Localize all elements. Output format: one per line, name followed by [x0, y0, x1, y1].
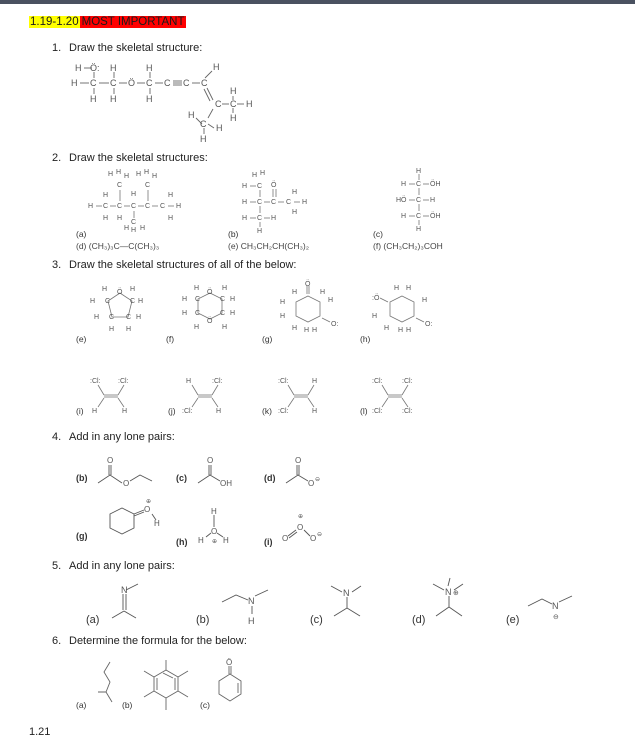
- svg-text:H: H: [110, 63, 117, 73]
- q3-label-j: (j): [168, 406, 176, 416]
- question-6-text: Determine the formula for the below:: [69, 635, 247, 647]
- importance-tag: MOST IMPORTANT: [81, 16, 185, 28]
- svg-text:H: H: [131, 191, 137, 198]
- svg-text::Ö: :Ö: [372, 295, 380, 302]
- q5b-amine-structure: [220, 582, 280, 627]
- svg-text:C: C: [183, 78, 190, 88]
- svg-text:H: H: [116, 169, 122, 176]
- q3h-ring-structure: [370, 278, 440, 336]
- window-top-bar: [0, 0, 635, 4]
- svg-text:H: H: [248, 616, 255, 626]
- q2b-structure: [242, 170, 322, 235]
- svg-text:O: O: [310, 534, 317, 543]
- svg-text:H: H: [216, 123, 223, 133]
- svg-text:H: H: [430, 197, 436, 204]
- q5a-imine-structure: [106, 580, 156, 625]
- svg-text:H: H: [401, 213, 407, 220]
- q4b-ester-structure: [96, 455, 166, 490]
- svg-text:C: C: [257, 199, 263, 206]
- svg-text:H: H: [406, 285, 412, 292]
- svg-text:H: H: [109, 326, 115, 333]
- q5c-amine-structure: [328, 584, 378, 624]
- q3f-ring-structure: [180, 285, 240, 335]
- svg-text:N: N: [343, 588, 350, 598]
- question-4-text: Add in any lone pairs:: [69, 431, 175, 443]
- svg-text:H: H: [304, 327, 310, 334]
- q3-label-g: (g): [262, 334, 273, 344]
- svg-text:H: H: [94, 314, 100, 321]
- q5-label-b: (b): [196, 614, 210, 626]
- svg-text:H: H: [260, 170, 266, 177]
- svg-text:ÖH: ÖH: [430, 213, 441, 220]
- svg-text:C: C: [164, 78, 171, 88]
- section-range: 1.19-1.20: [30, 16, 79, 28]
- svg-text:O:: O:: [331, 321, 339, 328]
- q3-label-i: (i): [76, 406, 84, 416]
- svg-text:H: H: [182, 310, 188, 317]
- svg-text:H: H: [194, 324, 200, 331]
- svg-text:O: O: [107, 456, 114, 465]
- svg-text:H: H: [124, 225, 130, 232]
- q6b-aromatic-structure: [136, 656, 196, 716]
- svg-text:H: H: [223, 536, 229, 545]
- svg-text:H: H: [154, 519, 160, 528]
- svg-text:H: H: [257, 228, 263, 235]
- svg-text:H: H: [71, 78, 78, 88]
- question-2: 2. Draw the skeletal structures:: [52, 152, 208, 164]
- svg-text:C: C: [416, 181, 422, 188]
- question-2-text: Draw the skeletal structures:: [69, 152, 208, 164]
- svg-text:N: N: [552, 601, 559, 611]
- svg-text:H: H: [126, 326, 132, 333]
- svg-text:H: H: [394, 285, 400, 292]
- svg-text:OH: OH: [220, 479, 232, 488]
- svg-text:H: H: [211, 507, 217, 516]
- svg-text:H: H: [131, 227, 137, 234]
- q4g-oxonium-structure: [96, 500, 166, 545]
- svg-text:H: H: [252, 172, 258, 179]
- q4-label-d: (d): [264, 473, 276, 483]
- svg-text:C: C: [145, 182, 151, 189]
- question-6: 6. Determine the formula for the below:: [52, 635, 247, 647]
- section-heading: [29, 15, 186, 29]
- svg-text:H: H: [416, 168, 422, 175]
- svg-text:H: H: [230, 310, 236, 317]
- svg-text:⊕: ⊕: [212, 539, 218, 545]
- q2a-structure: [88, 169, 188, 234]
- svg-text:⊕: ⊕: [146, 499, 152, 505]
- q4-label-b: (b): [76, 473, 88, 483]
- svg-text:H: H: [110, 94, 117, 104]
- svg-text:O: O: [308, 479, 315, 488]
- q3e-ring-structure: [88, 285, 148, 335]
- svg-text::Cl:: :Cl:: [372, 408, 383, 415]
- svg-text:C: C: [220, 310, 226, 317]
- svg-text:⊖: ⊖: [317, 532, 323, 538]
- svg-text:H: H: [246, 99, 253, 109]
- q3-label-k: (k): [262, 406, 272, 416]
- svg-text::Cl:: :Cl:: [278, 378, 289, 385]
- q4c-acid-structure: [196, 455, 246, 490]
- svg-text:O: O: [295, 456, 302, 465]
- svg-text:H: H: [401, 181, 407, 188]
- svg-text:C: C: [117, 203, 123, 210]
- svg-text:H: H: [292, 289, 298, 296]
- svg-text:C: C: [257, 183, 263, 190]
- q1-lewis-structure: [70, 62, 270, 142]
- svg-text:N: N: [445, 587, 452, 597]
- svg-text:C: C: [215, 99, 222, 109]
- q5-label-c: (c): [310, 614, 323, 626]
- q3-label-h: (h): [360, 334, 371, 344]
- svg-text:H: H: [328, 297, 334, 304]
- svg-text:H: H: [242, 183, 248, 190]
- svg-text:O: O: [211, 527, 218, 536]
- svg-text:H: H: [372, 313, 378, 320]
- svg-text::Cl:: :Cl:: [182, 408, 193, 415]
- svg-text:H: H: [200, 134, 207, 144]
- svg-text:H: H: [146, 94, 153, 104]
- svg-text:C: C: [200, 119, 207, 129]
- svg-text:C: C: [146, 78, 153, 88]
- svg-text:H: H: [122, 408, 128, 415]
- svg-text:H: H: [292, 325, 298, 332]
- q5-label-d: (d): [412, 614, 426, 626]
- svg-text:C: C: [220, 296, 226, 303]
- q5-label-e: (e): [506, 614, 520, 626]
- svg-text:H: H: [292, 209, 298, 216]
- question-4: 4. Add in any lone pairs:: [52, 431, 175, 443]
- svg-text::Cl:: :Cl:: [402, 378, 413, 385]
- svg-text:H: H: [216, 408, 222, 415]
- svg-text:O: O: [207, 456, 214, 465]
- svg-text:C: C: [230, 99, 237, 109]
- svg-text:H: H: [102, 286, 108, 293]
- svg-text:Ö: Ö: [305, 281, 311, 288]
- svg-text:H: H: [230, 86, 237, 96]
- svg-text:C: C: [416, 213, 422, 220]
- svg-text:C: C: [145, 203, 151, 210]
- svg-text:H: H: [136, 171, 142, 178]
- svg-text:C: C: [131, 219, 137, 226]
- svg-text:O: O: [144, 505, 151, 514]
- svg-text:H: H: [117, 215, 123, 222]
- q2-part-f: (f) (CH₃CH₂)₃COH: [373, 241, 443, 251]
- svg-text:H: H: [194, 285, 200, 292]
- svg-text:C: C: [109, 314, 115, 321]
- svg-text:H: H: [138, 298, 144, 305]
- q2-label-c: (c): [373, 229, 383, 239]
- svg-text:C: C: [195, 310, 201, 317]
- svg-text:H: H: [242, 215, 248, 222]
- svg-text:H: H: [320, 289, 326, 296]
- q3j-alkene-structure: [182, 375, 232, 415]
- svg-text:Ö: Ö: [117, 289, 123, 296]
- q6c-cyclohexenone-structure: [210, 656, 250, 712]
- q4i-ozone-structure: [280, 510, 330, 545]
- svg-text:C: C: [286, 199, 292, 206]
- svg-text:ÖH: ÖH: [430, 181, 441, 188]
- question-5: 5. Add in any lone pairs:: [52, 560, 175, 572]
- q3g-ring-structure: [278, 278, 348, 336]
- svg-text:C: C: [195, 296, 201, 303]
- svg-text:C: C: [103, 203, 109, 210]
- svg-text:H: H: [230, 113, 237, 123]
- svg-text:H: H: [136, 314, 142, 321]
- q2-part-e: (e) CH₃CH₂CH(CH₃)₂: [228, 241, 310, 251]
- svg-text:H: H: [230, 296, 236, 303]
- q3k-alkene-structure: [278, 375, 328, 415]
- svg-text:H: H: [302, 199, 308, 206]
- q5d-ammonium-structure: [430, 576, 480, 624]
- svg-text:H: H: [152, 173, 158, 180]
- svg-text:H: H: [292, 189, 298, 196]
- svg-text:H: H: [222, 324, 228, 331]
- svg-text:C: C: [160, 203, 166, 210]
- svg-text:H: H: [398, 327, 404, 334]
- svg-text:⊖: ⊖: [315, 477, 321, 483]
- svg-text:H: H: [312, 408, 318, 415]
- svg-text:HÖ: HÖ: [396, 197, 407, 204]
- svg-text:N: N: [121, 585, 128, 595]
- svg-text:H: H: [88, 203, 94, 210]
- svg-text:O: O: [297, 523, 304, 532]
- svg-text:H: H: [124, 173, 130, 180]
- q5-label-a: (a): [86, 614, 100, 626]
- q2c-structure: [395, 168, 455, 233]
- svg-text:H: H: [146, 63, 153, 73]
- svg-text:H: H: [103, 192, 109, 199]
- svg-text:H: H: [103, 215, 109, 222]
- svg-text::Cl:: :Cl:: [212, 378, 223, 385]
- q3l-alkene-structure: [372, 375, 422, 415]
- svg-text:H: H: [168, 192, 174, 199]
- q3i-alkene-structure: [88, 375, 138, 415]
- svg-text:C: C: [105, 298, 111, 305]
- svg-text::Cl:: :Cl:: [402, 408, 413, 415]
- svg-text:H: H: [130, 286, 136, 293]
- svg-text::Cl:: :Cl:: [90, 378, 101, 385]
- svg-text:H: H: [168, 215, 174, 222]
- svg-text:Ö: Ö: [271, 182, 277, 189]
- svg-text:C: C: [271, 199, 277, 206]
- svg-text:N: N: [248, 596, 255, 606]
- q6-label-a: (a): [76, 700, 87, 710]
- q4d-carboxylate-structure: [284, 455, 334, 490]
- svg-text:Ö: Ö: [207, 289, 213, 296]
- question-1: 1. Draw the skeletal structure:: [52, 42, 203, 54]
- q3-label-e: (e): [76, 334, 87, 344]
- svg-text:H: H: [416, 226, 422, 233]
- q3-label-f: (f): [166, 334, 175, 344]
- svg-text:H: H: [422, 297, 428, 304]
- q3-label-l: (l): [360, 406, 368, 416]
- svg-text:⊖: ⊖: [553, 614, 559, 621]
- q6-label-b: (b): [122, 700, 133, 710]
- svg-text:H: H: [188, 110, 195, 120]
- svg-text:H: H: [242, 199, 248, 206]
- svg-text:H: H: [213, 62, 220, 72]
- question-3-text: Draw the skeletal structures of all of the below:: [69, 259, 297, 271]
- q4-label-c: (c): [176, 473, 187, 483]
- svg-text:H: H: [222, 285, 228, 292]
- q4h-hydronium-structure: [196, 507, 236, 547]
- svg-text:⊕: ⊕: [298, 514, 304, 520]
- svg-text:H: H: [280, 299, 286, 306]
- svg-text:C: C: [201, 78, 208, 88]
- svg-text:Ö: Ö: [128, 78, 136, 88]
- svg-text:H: H: [186, 378, 192, 385]
- question-1-text: Draw the skeletal structure:: [69, 42, 203, 54]
- svg-text:C: C: [131, 203, 137, 210]
- svg-text:H: H: [182, 296, 188, 303]
- next-section-heading: 1.21: [29, 726, 51, 738]
- svg-text:H: H: [92, 408, 98, 415]
- svg-text:H: H: [140, 225, 146, 232]
- q2-label-a: (a): [76, 229, 87, 239]
- svg-text::Cl:: :Cl:: [278, 408, 289, 415]
- svg-text:H: H: [312, 327, 318, 334]
- svg-text:H: H: [75, 63, 82, 73]
- svg-text:H: H: [198, 536, 204, 545]
- q4-label-h: (h): [176, 537, 188, 547]
- svg-text:H: H: [280, 313, 286, 320]
- svg-text:O:: O:: [425, 321, 433, 328]
- svg-text:C: C: [416, 197, 422, 204]
- svg-text:C: C: [130, 298, 136, 305]
- svg-text:O: O: [282, 534, 289, 543]
- svg-text:⊕: ⊕: [453, 590, 459, 597]
- q4-label-g: (g): [76, 531, 88, 541]
- svg-text:C: C: [90, 78, 97, 88]
- svg-text:H: H: [406, 327, 412, 334]
- q6-label-c: (c): [200, 700, 210, 710]
- svg-text:O: O: [123, 479, 130, 488]
- svg-text:H: H: [384, 325, 390, 332]
- svg-text:C: C: [117, 182, 123, 189]
- svg-text:H: H: [271, 215, 277, 222]
- q4-label-i: (i): [264, 537, 273, 547]
- svg-text:C: C: [110, 78, 117, 88]
- svg-text::Cl:: :Cl:: [372, 378, 383, 385]
- svg-text:H: H: [312, 378, 318, 385]
- svg-text:H: H: [176, 203, 182, 210]
- svg-text::Cl:: :Cl:: [118, 378, 129, 385]
- q5e-amide-anion-structure: [526, 594, 586, 630]
- svg-text:H: H: [90, 94, 97, 104]
- svg-text:H: H: [108, 171, 114, 178]
- svg-text:C: C: [257, 215, 263, 222]
- q2-part-d: (d) (CH₃)₃C—C(CH₃)₃: [76, 241, 160, 251]
- svg-text:C: C: [126, 314, 132, 321]
- svg-text:H: H: [144, 169, 150, 176]
- svg-text:Ö:: Ö:: [90, 63, 100, 73]
- q2-label-b: (b): [228, 229, 239, 239]
- svg-text:Ö: Ö: [207, 318, 213, 325]
- svg-text:Ö: Ö: [226, 658, 233, 667]
- question-5-text: Add in any lone pairs:: [69, 560, 175, 572]
- question-3: 3. Draw the skeletal structures of all of the below:: [52, 259, 297, 271]
- svg-text:H: H: [90, 298, 96, 305]
